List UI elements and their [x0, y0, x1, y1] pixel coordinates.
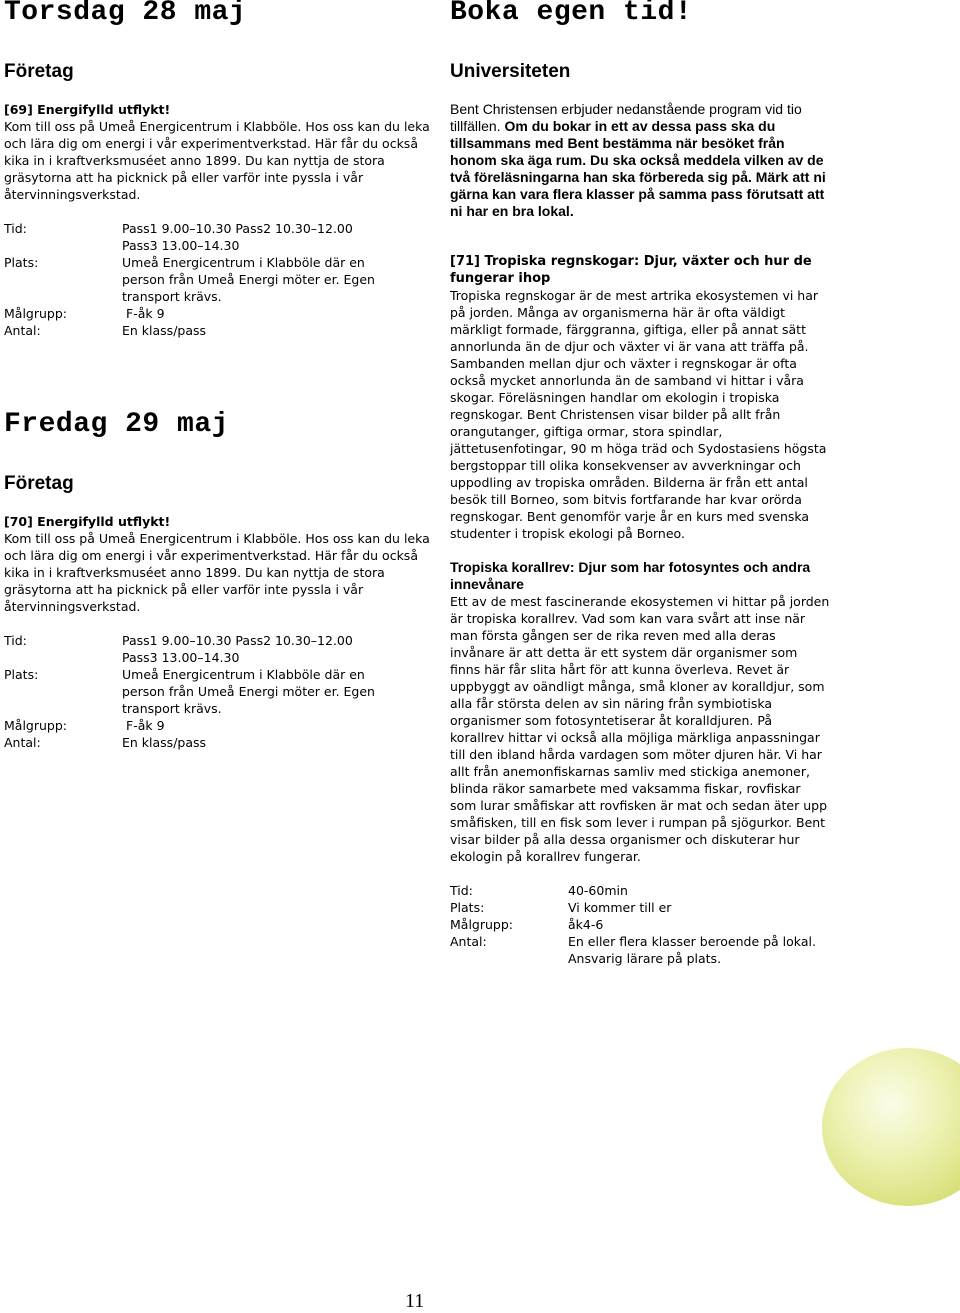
day1-antal-value: En klass/pass: [122, 323, 207, 338]
booking-tid-value: 40-60min: [568, 883, 628, 898]
intro-rest: Om du bokar in ett av dessa pass ska du tillsammans med Bent bestämma när besöket från honom ska äga rum. Du ska också meddela vilken av de två föreläsningarna han ska förbereda sig på. Märk att ni gärna kan vara flera klasser på samma pass förutsatt att ni har en bra lokal.: [450, 118, 826, 219]
day2-section: Företag: [4, 473, 74, 494]
booking-antal-label: Antal:: [450, 934, 487, 949]
value-line: Umeå Energicentrum i Klabböle där en: [122, 255, 365, 270]
booking-malgrupp-label: Målgrupp:: [450, 917, 513, 932]
day2-event-title: [70] Energifylld utflykt!: [4, 514, 171, 529]
booking-tid-label: Tid:: [450, 883, 473, 898]
day2-antal-label: Antal:: [4, 735, 41, 750]
article2-text: Ett av de mest fascinerande ekosystemen vi hittar på jorden är tropiska korallrev. Vad som kan vara svårt att inse när man första gången ser de rika reven med alla deras invånare är att detta är ett system där organismer som finns här får slita hårt för att kunna överleva. Revet är uppbyggt av oändligt många, små kloner av koralldjur, som alla får största delen av sin näring från symbiotiska organismer som fotosyntetiserar åt koralldjuren. På korallrev hittar vi också alla möjliga märkliga anpassningar till den ibland hårda vardagen som möter djuren här. Vi har allt från anemonfiskarnas samliv med stickiga anemoner, blinda räkor samarbete med vaksamma fiskar, rovfiskar som lurar småfiskar att rovfisken är mat och sedan äter upp småfisken, till en fisk som lever i rumpan på sjögurkor. Bent visar bilder på alla dessa organismer och diskuterar hur ekologin på korallrev fungerar.: [450, 594, 830, 864]
day1-event-title: [69] Energifylld utflykt!: [4, 102, 171, 117]
day1-plats-label: Plats:: [4, 255, 39, 270]
day2-event: [4, 513, 434, 615]
booking-plats-value: Vi kommer till er: [568, 900, 672, 915]
value-line: Pass3 13.00–14.30: [122, 650, 240, 665]
booking-plats-label: Plats:: [450, 900, 485, 915]
booking-title: Boka egen tid!: [450, 0, 693, 28]
day1-malgrupp-label: Målgrupp:: [4, 306, 67, 321]
day2-malgrupp-label: Målgrupp:: [4, 718, 67, 733]
value-line: person från Umeå Energi möter er. Egen: [122, 684, 375, 699]
value-line: Umeå Energicentrum i Klabböle där en: [122, 667, 365, 682]
day2-malgrupp-value: F-åk 9: [126, 718, 165, 733]
day1-event: [4, 101, 434, 203]
day2-plats-value: [122, 666, 434, 717]
value-line: Ansvarig lärare på plats.: [568, 951, 722, 966]
value-line: Pass3 13.00–14.30: [122, 238, 240, 253]
day1-tid-value: [122, 220, 434, 254]
article1-title: [71] Tropiska regnskogar: Djur, växter och hur de fungerar ihop: [450, 254, 812, 286]
day1-info: [4, 220, 434, 339]
day1-event-text: Kom till oss på Umeå Energicentrum i Klabböle. Hos oss kan du leka och lära dig om energi i vår experimentverkstad. Här får du också kika in i kraftverksmuséet anno 1899. Du kan nyttja de stora gräsytorna att ha picknick på eller varför inte pyssla i vår återvinningsverkstad.: [4, 119, 430, 202]
day1-plats-value: [122, 254, 434, 305]
right-column: [450, 0, 830, 967]
value-line: Pass1 9.00–10.30 Pass2 10.30–12.00: [122, 633, 353, 648]
day2-tid-value: [122, 632, 434, 666]
day1-section: Företag: [4, 61, 74, 82]
decorative-sphere: [822, 1048, 960, 1206]
left-column: [4, 0, 434, 751]
day2-plats-label: Plats:: [4, 667, 39, 682]
booking-info: [450, 882, 830, 967]
day2-antal-value: En klass/pass: [122, 735, 207, 750]
booking-malgrupp-value: åk4-6: [568, 917, 604, 932]
day2-event-text: Kom till oss på Umeå Energicentrum i Klabböle. Hos oss kan du leka och lära dig om energi i vår experimentverkstad. Här får du också kika in i kraftverksmuséet anno 1899. Du kan nyttja de stora gräsytorna att ha picknick på eller varför inte pyssla i vår återvinningsverkstad.: [4, 531, 430, 614]
booking-antal-value: [568, 933, 830, 967]
intro-text: [450, 101, 830, 220]
value-line: Pass1 9.00–10.30 Pass2 10.30–12.00: [122, 221, 353, 236]
day1-malgrupp-value: F-åk 9: [126, 306, 165, 321]
day1-title: Torsdag 28 maj: [4, 0, 247, 28]
universities-section: Universiteten: [450, 61, 571, 82]
day2-title: Fredag 29 maj: [4, 409, 229, 440]
day1-tid-label: Tid:: [4, 221, 27, 236]
page-number: 11: [405, 1290, 425, 1312]
day1-antal-label: Antal:: [4, 323, 41, 338]
value-line: transport krävs.: [122, 701, 222, 716]
intro-first: Bent Christensen erbjuder nedanstående program vid tio tillfällen.: [450, 101, 802, 134]
value-line: person från Umeå Energi möter er. Egen: [122, 272, 375, 287]
value-line: En eller flera klasser beroende på lokal.: [568, 934, 816, 949]
day2-tid-label: Tid:: [4, 633, 27, 648]
article2-title: Tropiska korallrev: Djur som har fotosyntes och andra innevånare: [450, 559, 811, 592]
article1-text: Tropiska regnskogar är de mest artrika ekosystemen vi har på jorden. Många av organismerna här är ofta väldigt märkligt formade, färggranna, giftiga, eller på annat sätt annorlunda än de djur och växter vi är vana att träffa på. Sambanden mellan djur och växter i regnskogar är ofta också mycket annorlunda än de samband vi hittar i våra skogar. Föreläsningen handlar om ekologin i tropiska regnskogar. Bent Christensen visar bilder på allt från orangutanger, giftiga ormar, stora spindlar, jättetusenfotingar, 90 m höga träd och Sydostasiens högsta bergstoppar till olika konsekvenser av avverkningar och uppodling av tropiska områden. Bilderna är från ett antal besök till Borneo, som bitvis fortfarande har kvar orörda regnskogar. Bent genomför varje år en kurs med svenska studenter i tropisk ekologi på Borneo.: [450, 288, 827, 541]
value-line: transport krävs.: [122, 289, 222, 304]
day2-info: [4, 632, 434, 751]
